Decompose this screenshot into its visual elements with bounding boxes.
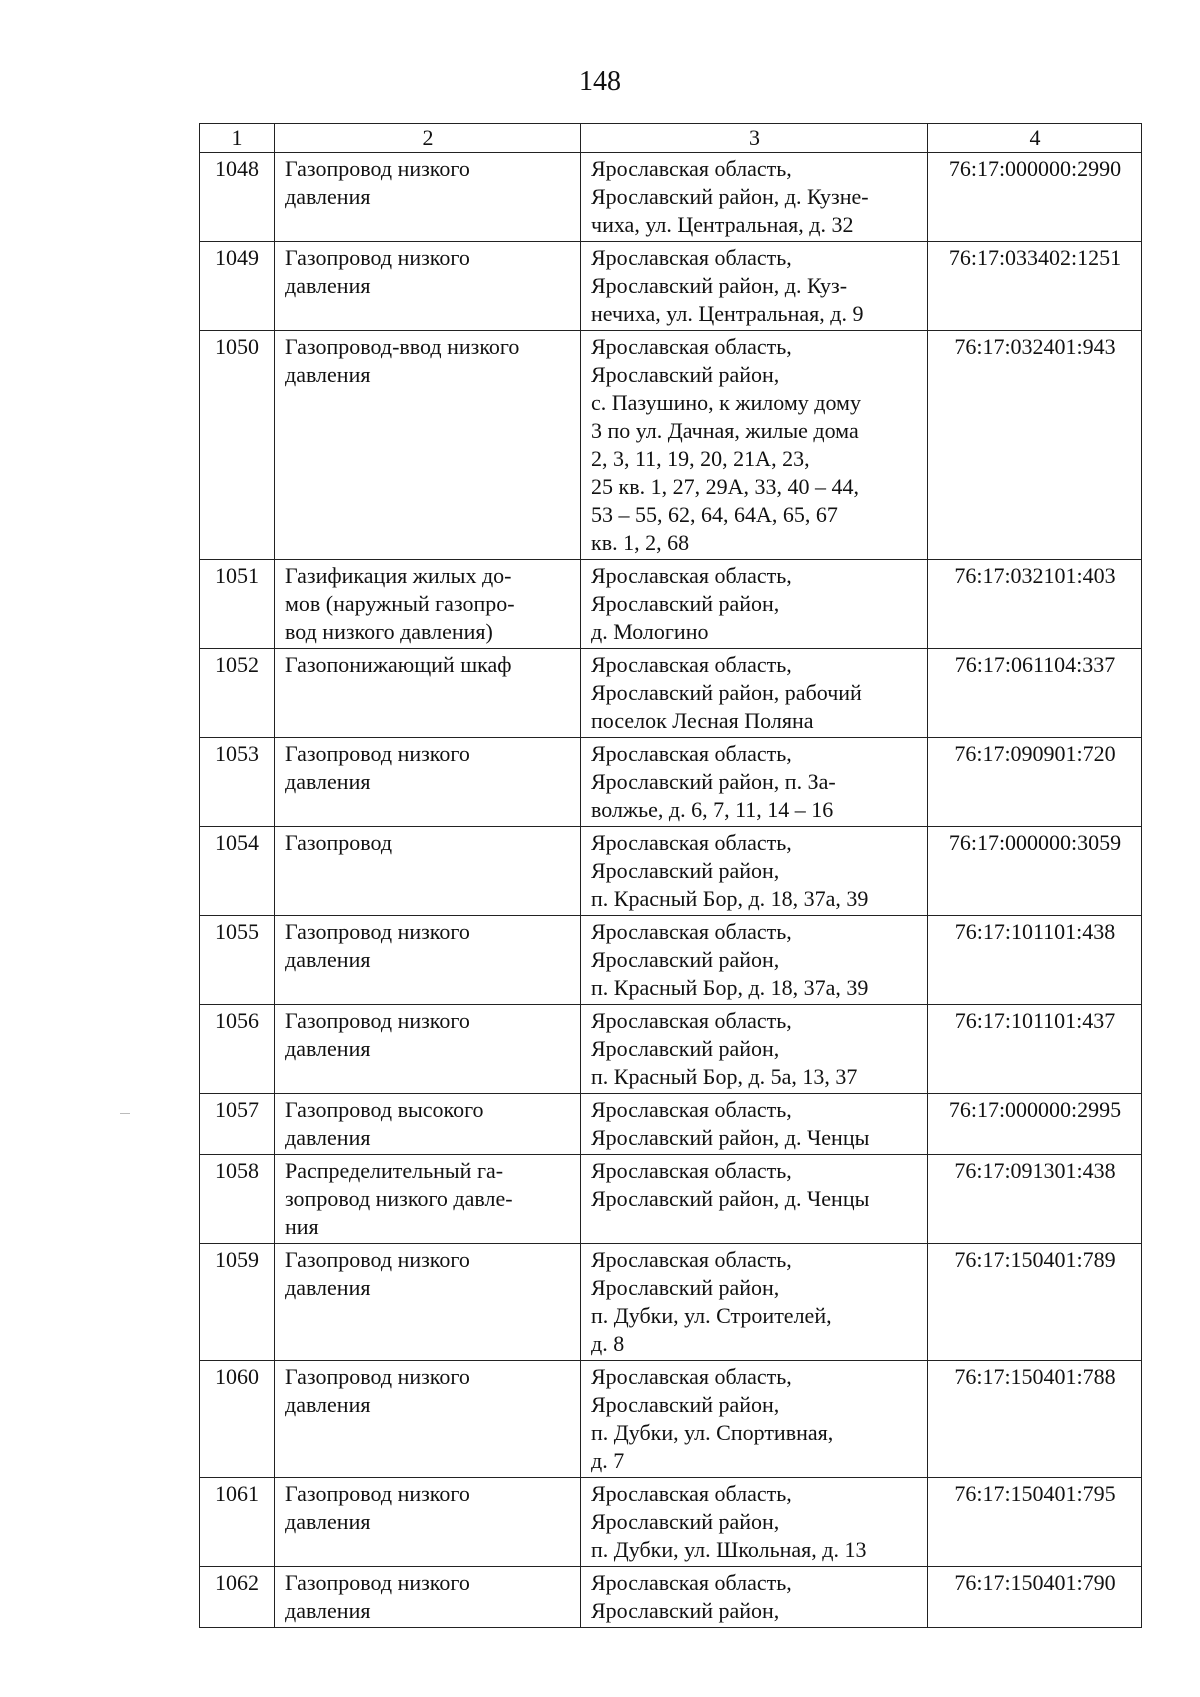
address-line: Ярославский район, (591, 1275, 780, 1300)
address-cell (581, 331, 928, 560)
object-name-line: ния (285, 1214, 319, 1239)
address-line: с. Пазушино, к жилому дому (591, 390, 861, 415)
object-name-line: Газопровод-ввод низкого (285, 334, 520, 359)
address-line: д. Мологино (591, 619, 709, 644)
object-name-line: давления (285, 1392, 371, 1417)
address-cell (581, 916, 928, 1005)
address-line: Ярославская область, (591, 156, 792, 181)
object-name-line: мов (наружный газопро- (285, 591, 515, 616)
address-line: п. Дубки, ул. Спортивная, (591, 1420, 834, 1445)
address-line: Ярославская область, (591, 830, 792, 855)
table-row (200, 331, 1142, 560)
object-name-line: Газопровод низкого (285, 245, 470, 270)
address-line: поселок Лесная Поляна (591, 708, 814, 733)
address-cell (581, 1361, 928, 1478)
address-line: д. 8 (591, 1331, 625, 1356)
address-line: Ярославский район, (591, 1036, 780, 1061)
row-number-cell: 1061 (200, 1478, 275, 1567)
address-line: Ярославская область, (591, 1570, 792, 1595)
object-name-line: давления (285, 1125, 371, 1150)
address-line: Ярославский район, д. Ченцы (591, 1186, 870, 1211)
table-row (200, 1005, 1142, 1094)
table-row (200, 1478, 1142, 1567)
column-header-1: 1 (200, 124, 275, 153)
address-cell (581, 649, 928, 738)
column-header-3: 3 (581, 124, 928, 153)
object-name-line: давления (285, 1509, 371, 1534)
address-cell (581, 1244, 928, 1361)
row-number-cell: 1053 (200, 738, 275, 827)
table-row (200, 1155, 1142, 1244)
row-number-cell: 1054 (200, 827, 275, 916)
address-line: Ярославский район, д. Ченцы (591, 1125, 870, 1150)
object-name-line: Газопровод низкого (285, 1481, 470, 1506)
address-line: Ярославский район, (591, 1509, 780, 1534)
table-row (200, 560, 1142, 649)
table-header-row (200, 124, 1142, 153)
object-name-line: Газопровод (285, 830, 393, 855)
cadastral-number-cell: 76:17:090901:720 (928, 738, 1142, 827)
row-number-cell: 1048 (200, 153, 275, 242)
row-number-cell: 1062 (200, 1567, 275, 1628)
table-row (200, 242, 1142, 331)
table-row (200, 153, 1142, 242)
address-line: Ярославская область, (591, 741, 792, 766)
column-header-4: 4 (928, 124, 1142, 153)
address-cell (581, 560, 928, 649)
address-line: волжье, д. 6, 7, 11, 14 – 16 (591, 797, 834, 822)
cadastral-number-cell: 76:17:091301:438 (928, 1155, 1142, 1244)
cadastral-number-cell: 76:17:150401:788 (928, 1361, 1142, 1478)
address-cell (581, 153, 928, 242)
address-line: Ярославский район, (591, 947, 780, 972)
address-cell (581, 827, 928, 916)
address-line: Ярославский район, (591, 858, 780, 883)
table-row (200, 1094, 1142, 1155)
cadastral-number-cell: 76:17:101101:438 (928, 916, 1142, 1005)
cadastral-number-cell: 76:17:033402:1251 (928, 242, 1142, 331)
row-number-cell: 1055 (200, 916, 275, 1005)
row-number-cell: 1059 (200, 1244, 275, 1361)
address-line: 2, 3, 11, 19, 20, 21А, 23, (591, 446, 810, 471)
object-name-line: Распределительный га- (285, 1158, 504, 1183)
object-name-cell (275, 1361, 581, 1478)
address-line: Ярославская область, (591, 652, 792, 677)
cadastral-number-cell: 76:17:032101:403 (928, 560, 1142, 649)
object-name-line: давления (285, 769, 371, 794)
object-name-cell (275, 738, 581, 827)
address-line: Ярославская область, (591, 563, 792, 588)
page-number: 148 (579, 66, 621, 97)
object-name-cell (275, 649, 581, 738)
object-name-cell (275, 1155, 581, 1244)
address-line: Ярославская область, (591, 245, 792, 270)
cadastral-number-cell: 76:17:150401:789 (928, 1244, 1142, 1361)
address-line: Ярославский район, (591, 1392, 780, 1417)
object-name-line: Газопровод низкого (285, 1570, 470, 1595)
row-number-cell: 1050 (200, 331, 275, 560)
scan-margin-mark (120, 1113, 130, 1114)
table-row (200, 1567, 1142, 1628)
address-cell (581, 1478, 928, 1567)
object-name-line: давления (285, 947, 371, 972)
object-name-line: давления (285, 362, 371, 387)
address-line: п. Дубки, ул. Школьная, д. 13 (591, 1537, 867, 1562)
object-name-cell (275, 1244, 581, 1361)
object-name-line: Газопровод низкого (285, 741, 470, 766)
address-line: Ярославский район, п. За- (591, 769, 836, 794)
object-name-line: Газопровод низкого (285, 1364, 470, 1389)
address-line: Ярославская область, (591, 1008, 792, 1033)
table-row (200, 827, 1142, 916)
address-line: Ярославский район, (591, 591, 780, 616)
cadastral-number-cell: 76:17:061104:337 (928, 649, 1142, 738)
address-cell (581, 738, 928, 827)
cadastral-number-cell: 76:17:000000:3059 (928, 827, 1142, 916)
cadastral-number-cell: 76:17:000000:2990 (928, 153, 1142, 242)
object-name-line: давления (285, 1036, 371, 1061)
row-number-cell: 1051 (200, 560, 275, 649)
row-number-cell: 1058 (200, 1155, 275, 1244)
table-body (200, 153, 1142, 1628)
address-line: чиха, ул. Центральная, д. 32 (591, 212, 854, 237)
object-name-line: Газопровод низкого (285, 1008, 470, 1033)
address-line: п. Красный Бор, д. 18, 37а, 39 (591, 886, 869, 911)
table-row (200, 649, 1142, 738)
cadastral-number-cell: 76:17:150401:790 (928, 1567, 1142, 1628)
address-line: Ярославская область, (591, 1364, 792, 1389)
cadastral-number-cell: 76:17:150401:795 (928, 1478, 1142, 1567)
cadastral-number-cell: 76:17:000000:2995 (928, 1094, 1142, 1155)
object-name-cell (275, 1094, 581, 1155)
object-name-line: Газопровод высокого (285, 1097, 484, 1122)
address-cell (581, 1094, 928, 1155)
address-line: 53 – 55, 62, 64, 64А, 65, 67 (591, 502, 838, 527)
address-line: п. Красный Бор, д. 5а, 13, 37 (591, 1064, 858, 1089)
row-number-cell: 1052 (200, 649, 275, 738)
address-line: 25 кв. 1, 27, 29А, 33, 40 – 44, (591, 474, 859, 499)
address-line: Ярославский район, (591, 1598, 780, 1623)
address-line: п. Дубки, ул. Строителей, (591, 1303, 832, 1328)
object-name-line: вод низкого давления) (285, 619, 493, 644)
object-name-cell (275, 1567, 581, 1628)
address-line: Ярославский район, д. Кузне- (591, 184, 869, 209)
row-number-cell: 1056 (200, 1005, 275, 1094)
object-name-cell (275, 331, 581, 560)
address-line: Ярославская область, (591, 1247, 792, 1272)
address-line: нечиха, ул. Центральная, д. 9 (591, 301, 864, 326)
object-name-cell (275, 242, 581, 331)
row-number-cell: 1057 (200, 1094, 275, 1155)
address-line: Ярославская область, (591, 919, 792, 944)
address-line: Ярославский район, (591, 362, 780, 387)
object-name-line: Газопровод низкого (285, 156, 470, 181)
address-cell (581, 242, 928, 331)
object-name-cell (275, 916, 581, 1005)
object-name-cell (275, 827, 581, 916)
object-name-cell (275, 153, 581, 242)
address-cell (581, 1005, 928, 1094)
object-name-cell (275, 1005, 581, 1094)
table-row (200, 1361, 1142, 1478)
address-line: Ярославская область, (591, 1097, 792, 1122)
address-line: п. Красный Бор, д. 18, 37а, 39 (591, 975, 869, 1000)
address-line: кв. 1, 2, 68 (591, 530, 690, 555)
object-name-line: Газопонижающий шкаф (285, 652, 512, 677)
object-name-line: Газопровод низкого (285, 919, 470, 944)
row-number-cell: 1049 (200, 242, 275, 331)
table-row (200, 916, 1142, 1005)
address-line: Ярославская область, (591, 1158, 792, 1183)
cadastral-number-cell: 76:17:101101:437 (928, 1005, 1142, 1094)
address-cell (581, 1155, 928, 1244)
object-name-line: Газопровод низкого (285, 1247, 470, 1272)
cadastral-number-cell: 76:17:032401:943 (928, 331, 1142, 560)
object-name-line: Газификация жилых до- (285, 563, 512, 588)
address-line: Ярославская область, (591, 334, 792, 359)
object-name-cell (275, 560, 581, 649)
row-number-cell: 1060 (200, 1361, 275, 1478)
object-name-line: зопровод низкого давле- (285, 1186, 513, 1211)
object-name-cell (275, 1478, 581, 1567)
address-line: Ярославский район, рабочий (591, 680, 862, 705)
table-row (200, 1244, 1142, 1361)
address-line: д. 7 (591, 1448, 625, 1473)
gas-pipeline-registry-table (199, 123, 1142, 1628)
column-header-2: 2 (275, 124, 581, 153)
address-line: Ярославская область, (591, 1481, 792, 1506)
address-line: Ярославский район, д. Куз- (591, 273, 848, 298)
object-name-line: давления (285, 184, 371, 209)
object-name-line: давления (285, 273, 371, 298)
object-name-line: давления (285, 1275, 371, 1300)
table-row (200, 738, 1142, 827)
object-name-line: давления (285, 1598, 371, 1623)
address-line: 3 по ул. Дачная, жилые дома (591, 418, 859, 443)
address-cell (581, 1567, 928, 1628)
